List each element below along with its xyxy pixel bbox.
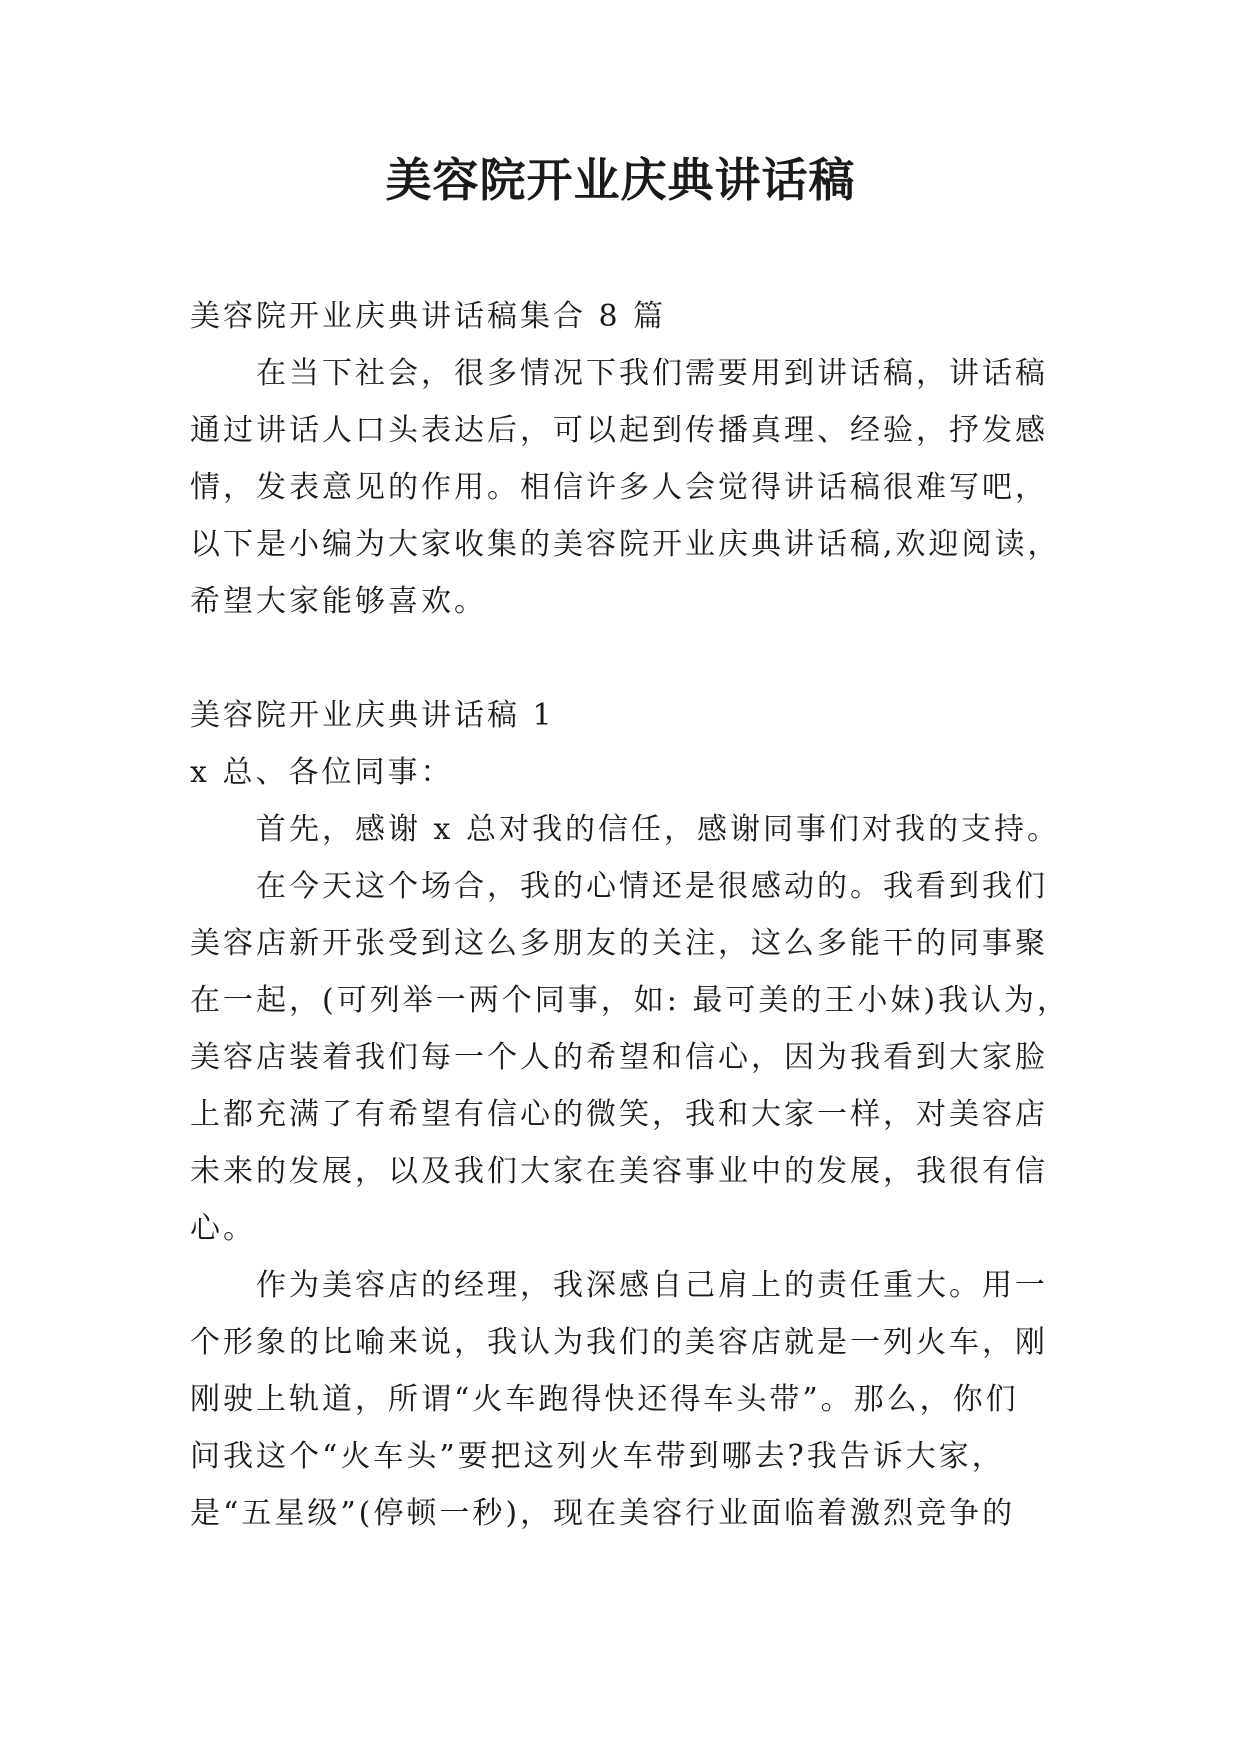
intro-line: 希望大家能够喜欢。 <box>190 584 487 619</box>
document-title: 美容院开业庆典讲话稿 <box>385 153 856 207</box>
document-body <box>190 288 1070 1542</box>
paragraph-line: 心。 <box>190 1211 256 1246</box>
intro-line: 以下是小编为大家收集的美容院开业庆典讲话稿,欢迎阅读， <box>190 527 1061 562</box>
paragraph-line: 在一起，(可列举一两个同事，如: 最可美的王小妹)我认为， <box>190 983 1071 1018</box>
paragraph-line: 上都充满了有希望有信心的微笑，我和大家一样，对美容店 <box>190 1097 1048 1132</box>
intro-line: 情，发表意见的作用。相信许多人会觉得讲话稿很难写吧， <box>190 470 1048 505</box>
paragraph-line: 首先，感谢 x 总对我的信任，感谢同事们对我的支持。 <box>256 812 1060 847</box>
paragraph-line: 刚驶上轨道，所谓“火车跑得快还得车头带”。那么，你们 <box>190 1382 1019 1417</box>
salutation: x 总、各位同事： <box>190 755 454 790</box>
paragraph-spacer <box>190 630 1070 687</box>
paragraph-line: 个形象的比喻来说，我认为我们的美容店就是一列火车，刚 <box>190 1325 1048 1360</box>
paragraph-line: 在今天这个场合，我的心情还是很感动的。我看到我们 <box>256 869 1048 904</box>
paragraph-line: 问我这个“火车头”要把这列火车带到哪去?我告诉大家， <box>190 1439 1005 1474</box>
paragraph-line: 美容店装着我们每一个人的希望和信心，因为我看到大家脸 <box>190 1040 1048 1075</box>
paragraph-line: 是“五星级”(停顿一秒)，现在美容行业面临着激烈竞争的 <box>190 1496 1016 1531</box>
section-heading: 美容院开业庆典讲话稿 1 <box>190 698 555 733</box>
paragraph-line: 美容店新开张受到这么多朋友的关注，这么多能干的同事聚 <box>190 926 1048 961</box>
paragraph-line: 作为美容店的经理，我深感自己肩上的责任重大。用一 <box>256 1268 1048 1303</box>
intro-line: 通过讲话人口头表达后，可以起到传播真理、经验，抒发感 <box>190 413 1048 448</box>
document-subtitle: 美容院开业庆典讲话稿集合 8 篇 <box>190 299 667 334</box>
intro-line: 在当下社会，很多情况下我们需要用到讲话稿，讲话稿 <box>256 356 1048 391</box>
paragraph-line: 未来的发展，以及我们大家在美容事业中的发展，我很有信 <box>190 1154 1048 1189</box>
